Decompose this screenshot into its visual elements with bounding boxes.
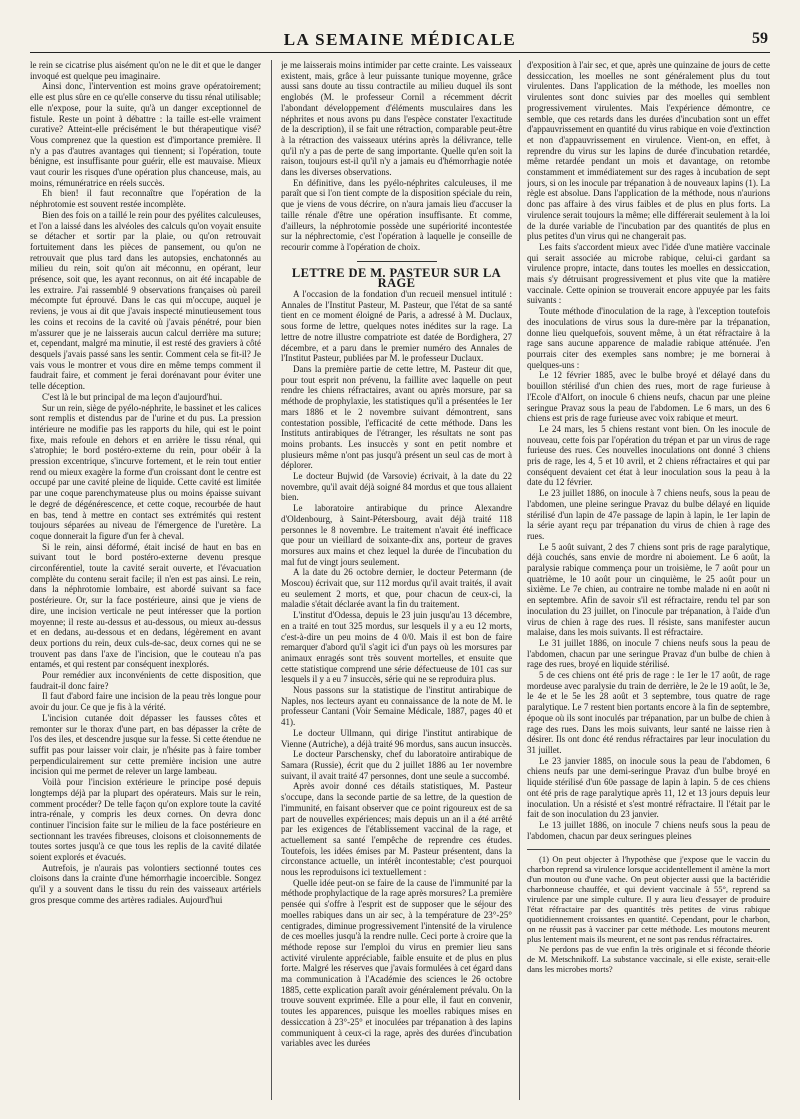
paragraph: En définitive, dans les pyélo-néphrites calculeuses, il me paraît que si l'on tient compte de la disposition spéciale du rein, que je viens de vous décrire, on n'aura jamais lieu d'accuser la taille rénale d'être une opération insuffisante. Et comme, d'ailleurs, la néphrotomie possède une supériorité incontestée sur la néphrectomie, c'est l'opération à laquelle je conseille de recourir comme à l'opération de choix. — [281, 177, 512, 252]
paragraph: Le 5 août suivant, 2 des 7 chiens sont pris de rage paralytique, déjà couchés, sans envie de mordre ni aboiement. Le 6 août, la paralysie rabique commença pour un troisième, le 7 août pour un quatrième, le 10 août pour un cinquième, le 25 août pour un sixième. Le 7e chien, au contraire ne tombe malade ni en août ni en septembre. Afin de savoir s'il est réfractaire, rendu tel par son inoculation du 23 juillet, on l'inocule par trépanation, à l'aide d'un virus de chien à rage des rues. Il résiste, sans manifester aucun malaise, dans les mois suivants. Il est réfractaire. — [527, 541, 770, 638]
paragraph: Si le rein, ainsi déformé, était incisé de haut en bas en suivant tout le bord postéro-externe devenu presque circonférentiel, toute la cavité serait ouverte, et l'évacuation complète du contenu serait facile; il n'en est pas ainsi. Le rein, dans la néphrotomie lombaire, est abordé suivant sa face postérieure. Or, sur la face postérieure, ainsi que je viens de dire, une incision verticale ne peut intéresser que la portion moyenne; il reste au-dessus et au-dessous, ou mieux au-dessus et en dedans, au-dessous et en dedans, légèrement en avant deux portions du rein, deux culs-de-sac, deux cornes qui ne se trouvent pas dans l'axe de l'incision, que le couteau n'a pas entamés, et qui restent par conséquent inexplorés. — [30, 541, 261, 670]
paragraph: 5 de ces chiens ont été pris de rage : le 1er le 17 août, de rage mordeuse avec paralysie du train de derrière, le 2e le 19 août, le 3e, le 4e et le 5e les 28 août et 3 septembre, tous quatre de rage paralytique. Le 7 restent bien portants encore à la fin de septembre, époque où ils sont inoculés par trépanation, par un bulbe de chien à rage des rues. Dans les mois suivants, leur santé ne laisse rien à désirer. Ils ont donc été rendus réfractaires par leur inoculation du 31 juillet. — [527, 670, 770, 755]
page-header — [30, 28, 770, 53]
column-right — [527, 60, 770, 1100]
paragraph: Le docteur Ullmann, qui dirige l'institut antirabique de Vienne (Autriche), a déjà traité 96 mordus, sans aucun insuccès. — [281, 727, 512, 749]
paragraph: Sur un rein, siège de pyélo-néphrite, le bassinet et les calices sont remplis et distendus par de l'urine et du pus. La pression intérieure ne modifie pas les rapports du hile, qui est le point fixe, mais refoule en dehors et en arrière le tissu rénal, qui s'atrophie; le bord postéro-externe du rein, pour obéir à la pression excentrique, s'incurve fortement, et le rein tout entier rend ou mieux exagère la forme d'un croissant dont le centre est occupé par une cavité pleine de liquide. Cette cavité est limitée par une coque parenchymateuse plus ou moins épaisse suivant le degré de dégénérescence, et cette coque, recourbée de haut en bas, tend à mettre en contact ses extrémités qui restent toujours séparées au niveau de l'émergence de l'uretère. La coque donnerait la figure d'un fer à cheval. — [30, 402, 261, 541]
paragraph: d'exposition à l'air sec, et que, après une quinzaine de jours de cette dessiccation, les moelles ne sont généralement plus du tout virulentes. Dans l'application de la méthode, les moelles non virulentes sont donc suivies par des moelles qui semblent progressivement virulentes. Mais l'expérience démontre, ce semble, que ces retards dans les durées d'incubation sont un effet d'appauvrissement en quantité du virus rabique en voie d'extinction et non d'appauvrissement en virulence. Vient-on, en effet, à reprendre du virus sur les lapins de durée d'incubation retardée, même retardée pendant un mois et davantage, on retombe constamment et immédiatement sur des rages à incubation de sept jours, si on les inocule par trépanation à de nouveaux lapins (1). La règle est absolue. Dans l'application de la méthode, nous n'aurions donc pas affaire à des virus faibles et de plus en plus forts. La virulence serait toujours la même; elle différerait seulement à la loi de la durée variable de l'incubation par des quantités de plus en plus petites d'un virus qui ne changerait pas. — [527, 60, 770, 242]
paragraph: Le 12 février 1885, avec le bulbe broyé et délayé dans du bouillon stérilisé d'un chien des rues, mort de rage furieuse à l'Ecole d'Alfort, on inocule 6 chiens neufs, chacun par une pleine seringue Pravaz sous la peau de l'abdomen. Le 6 mars, un des 6 chiens est pris de rage furieuse avec voix rabique et meurt. — [527, 370, 770, 424]
paragraph: Nous passons sur la statistique de l'institut antirabique de Naples, nos lecteurs ayant eu connaissance de la note de M. le professeur Cantani (Voir Semaine Médicale, 1887, pages 40 et 41). — [281, 685, 512, 728]
paragraph: le rein se cicatrise plus aisément qu'on ne le dit et que le danger invoqué est quelque peu imaginaire. — [30, 60, 261, 81]
paragraph: Quelle idée peut-on se faire de la cause de l'immunité par la méthode prophylactique de la rage après morsures? La première pensée qui s'offre à l'esprit est de supposer que le séjour des moelles rabiques dans un air sec, à la température de 23°-25° centigrades, diminue progressivement l'intensité de la virulence de ces moelles jusqu'à la rendre nulle. Ceci porte à croire que la méthode repose sur l'emploi du virus en premier lieu sans activité virulente appréciable, faible ensuite et de plus en plus forte. Malgré les réserves que j'avais formulées à cet égard dans ma communication à l'Académie des sciences le 26 octobre 1885, cette explication paraît avoir généralement prévalu. On la trouve souvent exprimée. Elle a pour elle, il faut en convenir, toutes les apparences, puisque les moelles rabiques mises en dessiccation à 23°-25° et inoculées par trépanation à des lapins communiquent à ceux-ci la rage, après des durées d'incubation variables avec les durées — [281, 877, 512, 1049]
paragraph: Eh bien! il faut reconnaître que l'opération de la néphrotomie est souvent restée incomplète. — [30, 188, 261, 210]
paragraph: Le 13 juillet 1886, on inocule 7 chiens neufs sous la peau de l'abdomen, chacun par deux seringues pleines — [527, 819, 770, 841]
paragraph: L'institut d'Odessa, depuis le 23 juin jusqu'au 13 décembre, en a traité en tout 325 mordus, sur lesquels il y a eu 12 morts, c'est-à-dire un peu moins de 4 0/0. Mais il est bon de faire remarquer d'abord qu'il s'agit ici d'un pays où les morsures par animaux enragés sont très souvent mortelles, et ensuite que cette statistique comprend une série défectueuse de 101 cas sur lesquels il y a eu 7 insuccès, série qui ne se reproduira plus. — [281, 610, 512, 685]
paragraph: Le laboratoire antirabique du prince Alexandre d'Oldenbourg, à Saint-Pétersbourg, avait déjà traité 118 personnes le 8 novembre. Le traitement n'avait été inefficace que pour un vieillard de soixante-dix ans, porteur de graves morsures aux mains et chez lequel la durée de l'incubation du mal fut de vingt jours seulement. — [281, 503, 512, 567]
column-divider-right — [519, 60, 520, 1100]
article-heading: LETTRE DE M. PASTEUR SUR LA RAGE — [291, 265, 502, 291]
paragraph: Il faut d'abord faire une incision de la peau très longue pour avoir du jour. Ce que je fis à la vérité. — [30, 691, 261, 713]
paragraph: Toute méthode d'inoculation de la rage, à l'exception toutefois des inoculations de virus sous la dure-mère par la trépanation, donne lieu quelquefois, souvent même, à un état réfractaire à la rage sans aucune apparence de maladie rabique atténuée. J'en pourrais citer des exemples sans nombre; je me bornerai à quelques-uns : — [527, 306, 770, 370]
section-divider — [357, 261, 437, 262]
paragraph: Le 23 juillet 1886, on inocule à 7 chiens neufs, sous la peau de l'abdomen, une pleine seringue Pravaz du bulbe délayé en liquide stérilisé d'un lapin de 47e passage de lapin à lapin, le 1er lapin de la série ayant reçu par trépanation du virus de chien à rage des rues. — [527, 488, 770, 541]
column-divider-left — [271, 60, 272, 1100]
paragraph: C'est là le but principal de ma leçon d'aujourd'hui. — [42, 391, 223, 402]
paragraph: Dans la première partie de cette lettre, M. Pasteur dit que, pour tout esprit non prévenu, la faillite avec laquelle on peut rendre les chiens réfractaires, avant ou après morsure, par sa méthode de prophylaxie, les statistiques qu'il a présentées le 1er mars 1886 et le 2 novembre suivant démontrent, sans contestation possible, l'efficacité de cette méthode. Dans les Instituts antirabiques de l'étranger, les résultats ne sont pas moins probants. Les insuccès y sont en petit nombre et plusieurs même n'ont pas jusqu'à présent un seul cas de mort à déplorer. — [281, 363, 512, 471]
paragraph: Le 24 mars, les 5 chiens restant vont bien. On les inocule de nouveau, cette fois par l'opération du trépan et par un virus de rage furieuse des rues. Ces nouvelles inoculations ont donné 3 chiens pris de rage, les 4, 5 et 10 avril, et 2 chiens réfractaires et qui par conséquent devaient cet état à leur inoculation sous la peau à la date du 12 février. — [527, 423, 770, 488]
column-middle — [281, 60, 512, 1100]
footnote — [527, 849, 770, 974]
journal-title: LA SEMAINE MÉDICALE — [283, 30, 517, 49]
paragraph: Après avoir donné ces détails statistiques, M. Pasteur s'occupe, dans la seconde partie de sa lettre, de la question de l'immunité, en faisant observer que ce point rigoureux est de sa part de nouvelles expériences; mais depuis un an il a été arrêté par les exigences de l'établissement vaccinal de la rage, et actuellement sa santé l'empêche de reprendre ces études. Toutefois, les idées émises par M. Pasteur présentent, dans la circonstance actuelle, un intérêt incontestable; c'est pourquoi nous les reproduisons ici textuellement : — [281, 781, 512, 878]
paragraph: Le 31 juillet 1886, on inocule 7 chiens neufs sous la peau de l'abdomen, chacun par une seringue Pravaz d'un bulbe de chien à rage des rues, broyé en liquide stérilisé. — [527, 637, 770, 670]
paragraph: Pour remédier aux inconvénients de cette disposition, que faudrait-il donc faire? — [30, 670, 261, 691]
paragraph: Autrefois, je n'aurais pas volontiers sectionné toutes ces cloisons dans la crainte d'une hémorrhagie incoercible. Songez qu'il y a souvent dans le tissu du rein des vaisseaux artériels gros presque comme des artères radiales. Aujourd'hui — [30, 862, 261, 905]
paragraph: Le 23 janvier 1885, on inocule sous la peau de l'abdomen, 6 chiens neufs par une demi-seringue Pravaz d'un bulbe broyé en liquide stérilisé d'un 60e passage de lapin à lapin. 5 de ces chiens ont été pris de rage paralytique après 11, 12 et 13 jours depuis leur inoculation. Un a résisté et s'est montré réfractaire. Il l'était par le fait de son inoculation du 23 janvier. — [527, 755, 770, 820]
footnote-paragraph: Ne perdons pas de vue enfin la très originale et si féconde théorie de M. Metschnikoff. La substance vaccinale, si elle existe, serait-elle dans les microbes morts? — [527, 944, 770, 975]
footnote-paragraph: (1) On peut objecter à l'hypothèse que j'expose que le vaccin du charbon reprend sa virulence lorsque accidentellement il amène la mort d'un mouton ou d'une vache. On peut objecter aussi que la bactéridie charbonneuse chauffée, et qui devient vaccinale à 55°, reprend sa virulence par une simple culture. Il y aura lieu d'essayer de produire l'état réfractaire par des quantités très petites de virus rabique quotidiennement croissantes en quantité. Cependant, pour le charbon, on ne réussit pas à vacciner par cette méthode. Les moutons meurent plus lentement mais ils meurent, et ne sont pas rendus réfractaires. — [527, 854, 770, 945]
column-left — [30, 60, 261, 1100]
paragraph: Les faits s'accordent mieux avec l'idée d'une matière vaccinale qui serait associée au microbe rabique, celui-ci gardant sa virulence propre, intacte, dans toutes les moelles en dessiccation, mais s'y détruisant progressivement et plus vite que la matière vaccinale. Cette opinion se trouverait encore appuyée par les faits suivants : — [527, 241, 770, 306]
paragraph: A l'occasion de la fondation d'un recueil mensuel intitulé : Annales de l'Institut Pasteur, M. Pasteur, que l'état de sa santé tient en ce moment éloigné de Paris, a adressé à M. Duclaux, sous forme de lettre, quelques notes inédites sur la rage. La lettre de notre illustre compatriote est datée de Bordighera, 27 décembre, et a paru dans le premier numéro des Annales de l'Institut Pasteur, publiées par M. le professeur Duclaux. — [281, 289, 512, 364]
paragraph: A la date du 26 octobre dernier, le docteur Petermann (de Moscou) écrivait que, sur 112 mordus qu'il avait traités, il avait eu seulement 2 morts, et que, pour chacun de ceux-ci, la maladie s'était déclarée avant la fin du traitement. — [281, 567, 512, 610]
paragraph: Ainsi donc, l'intervention est moins grave opératoirement; elle est plus sûre en ce qu'elle conserve du tissu rénal utilisable; elle n'expose, pour la suite, qu'à un danger exceptionnel de fistule. Reste un point à débattre : la taille est-elle vraiment curative? Atteint-elle précisément le but thérapeutique visé? Vous comprenez que la question est d'importance première. Il n'y a pas d'autres avantages qui tiennent; si l'opération, toute bénigne, est insuffisante pour guérir, elle est mauvaise. Mieux vaut courir les risques d'une opération plus chanceuse, mais, au moins, rémunératrice en réels succès. — [30, 81, 261, 188]
paragraph: Le docteur Bujwid (de Varsovie) écrivait, à la date du 22 novembre, qu'il avait déjà soigné 84 mordus et que tous allaient bien. — [281, 471, 512, 503]
paragraph: Le docteur Parschensky, chef du laboratoire antirabique de Samara (Russie), écrit que du 2 juillet 1886 au 1er novembre suivant, il avait traité 47 personnes, dont une seule a succombé. — [281, 749, 512, 781]
paragraph: L'incision cutanée doit dépasser les fausses côtes et remonter sur le thorax d'une part, en bas dépasser la crête de l'os des iles, et descendre jusque sur la fesse. Si cette étendue ne suffit pas pour laisser voir clair, je n'hésite pas à faire tomber perpendiculairement sur cette première incision une autre incision qui me permet de relever un large lambeau. — [30, 712, 261, 777]
paragraph: je me laisserais moins intimider par cette crainte. Les vaisseaux existent, mais, grâce à leur puissante tunique moyenne, grâce aussi sans doute au tissu contractile au milieu duquel ils sont englobés (M. le professeur Cornil a récemment décrit l'abondant développement d'éléments musculaires dans les néphrites et nous avons pu dans l'espèce constater l'exactitude de la description), il se fait une rétraction, comparable peut-être à la rétraction des vaisseaux utérins après la délivrance, telle qu'il n'y a pas de perte de sang importante. Quelle qu'en soit la raison, toujours est-il qu'il n'y a jamais eu d'hémorrhagie notée dans les diverses observations. — [281, 60, 512, 178]
page-number: 59 — [752, 30, 768, 47]
paragraph: Voilà pour l'incision extérieure le principe posé depuis longtemps déjà par la plupart des opérateurs. Mais sur le rein, comment procéder? De telle façon qu'on explore toute la cavité intra-rénale, y compris les deux cornes. On devra donc continuer l'incision faite sur le milieu de la face postérieure en sectionnant les travées fibreuses, cloisons et cloisonnements de toutes sortes jusqu'à ce que tous les replis de la cavité dilatée soient explorés et évacués. — [30, 777, 261, 863]
paragraph: Bien des fois on a taillé le rein pour des pyélites calculeuses, et l'on a laissé dans les alvéoles des calculs qu'on voyait ensuite se détacher et sortir par la plaie, ou qu'on retrouvait fortuitement dans les pièces de pansement, ou qu'on ne retrouvait que plus tard dans les autopsies, enchatonnés au milieu du rein, soit qu'on ait méconnu, en opérant, leur présence, soit que, les ayant reconnus, on ait été incapable de les extraire. J'ai rassemblé 9 observations françaises où pareil mécompte fut éprouvé. Dans le cas qui m'occupe, auquel je reviens, je vous ai dit que j'avais inspecté minutieusement tous les coins et recoins de la cavité où j'avais pénétré, pour bien m'assurer que je ne laisserais aucun calcul derrière ma suture; et, cependant, malgré ma minutie, il est resté des graviers à côté desquels j'avais passé sans les sentir. Comment cela se fit-il? Je vais vous le montrer et vous dire en même temps comment il faudrait faire, et comment je ferai dorénavant pour éviter une telle déception. — [30, 209, 261, 392]
